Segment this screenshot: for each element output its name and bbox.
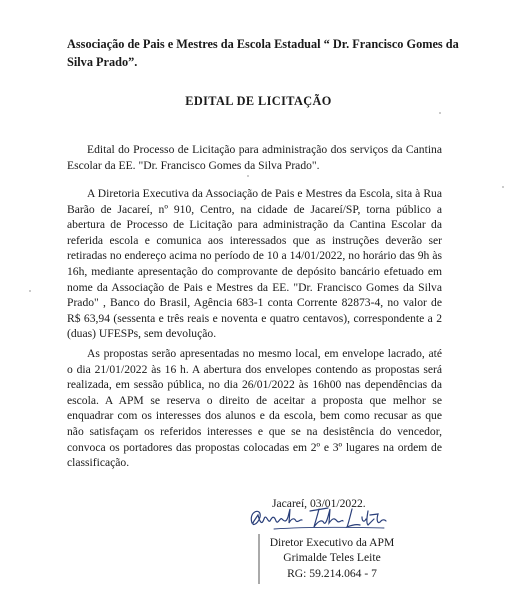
signer-role: Diretor Executivo da APM: [269, 536, 395, 549]
scan-speck: [29, 290, 31, 292]
signer-rg: RG: 59.214.064 - 7: [287, 566, 377, 580]
signer-name: Grimalde Teles Leite: [283, 551, 381, 565]
place-date-text: Jacareí, 03/01/2022.: [272, 497, 366, 510]
scan-speck: [502, 186, 504, 188]
association-header: Associação de Pais e Mestres da Escola Estadual “ Dr. Francisco Gomes da Silva Prado”.: [67, 37, 459, 69]
scan-speck: [439, 112, 441, 114]
signature-block: [262, 535, 402, 581]
handwritten-signature: [244, 503, 394, 533]
signature-line: [258, 534, 260, 584]
paragraph-intro: Edital do Processo de Licitação para administração dos serviços da Cantina Escolar da EE. "Dr. Francisco Gomes da Silva Prado".: [67, 143, 442, 172]
paragraph-announcement: A Diretoria Executiva da Associação de Pais e Mestres da Escola, sita à Rua Barão de Jacareí, nº 910, Centro, na cidade de Jacareí/SP, torna público a abertura de Processo de Licitação para administração da Cantina Escolar da referida escola e comunica aos interessados que as instruções deverão ser retiradas no endereço acima no período de 10 a 14/01/2022, no horário das 9h às 16h, mediante apresentação do comprovante de depósito bancário efetuado em nome da Associação de Pais e Mestres da EE. "Dr. Francisco Gomes da Silva Prado" , Banco do Brasil, Agência 683-1 conta Corrente 82873-4, no valor de R$ 63,94 (sessenta e três reais e noventa e quatro centavos), correspondente a 2 (duas) UFESPs, sem devolução.: [67, 187, 442, 341]
document-title: EDITAL DE LICITAÇÃO: [185, 94, 332, 108]
scan-speck: [247, 175, 249, 177]
paragraph-proposals: As propostas serão apresentadas no mesmo local, em envelope lacrado, até o dia 21/01/2022 às 16 h. A abertura dos envelopes contendo as propostas será realizada, em sessão pública, no dia 26/01/2022 às 16h00 nas dependências da escola. A APM se reserva o direito de aceitar a proposta que melhor se enquadrar com os interesses dos alunos e da escola, bem como recusar as que não satisfaçam os referidos interesses e que se na desistência do vencedor, convoca os portadores das propostas colocadas em 2º e 3º lugares na ordem de classificação.: [67, 347, 442, 470]
